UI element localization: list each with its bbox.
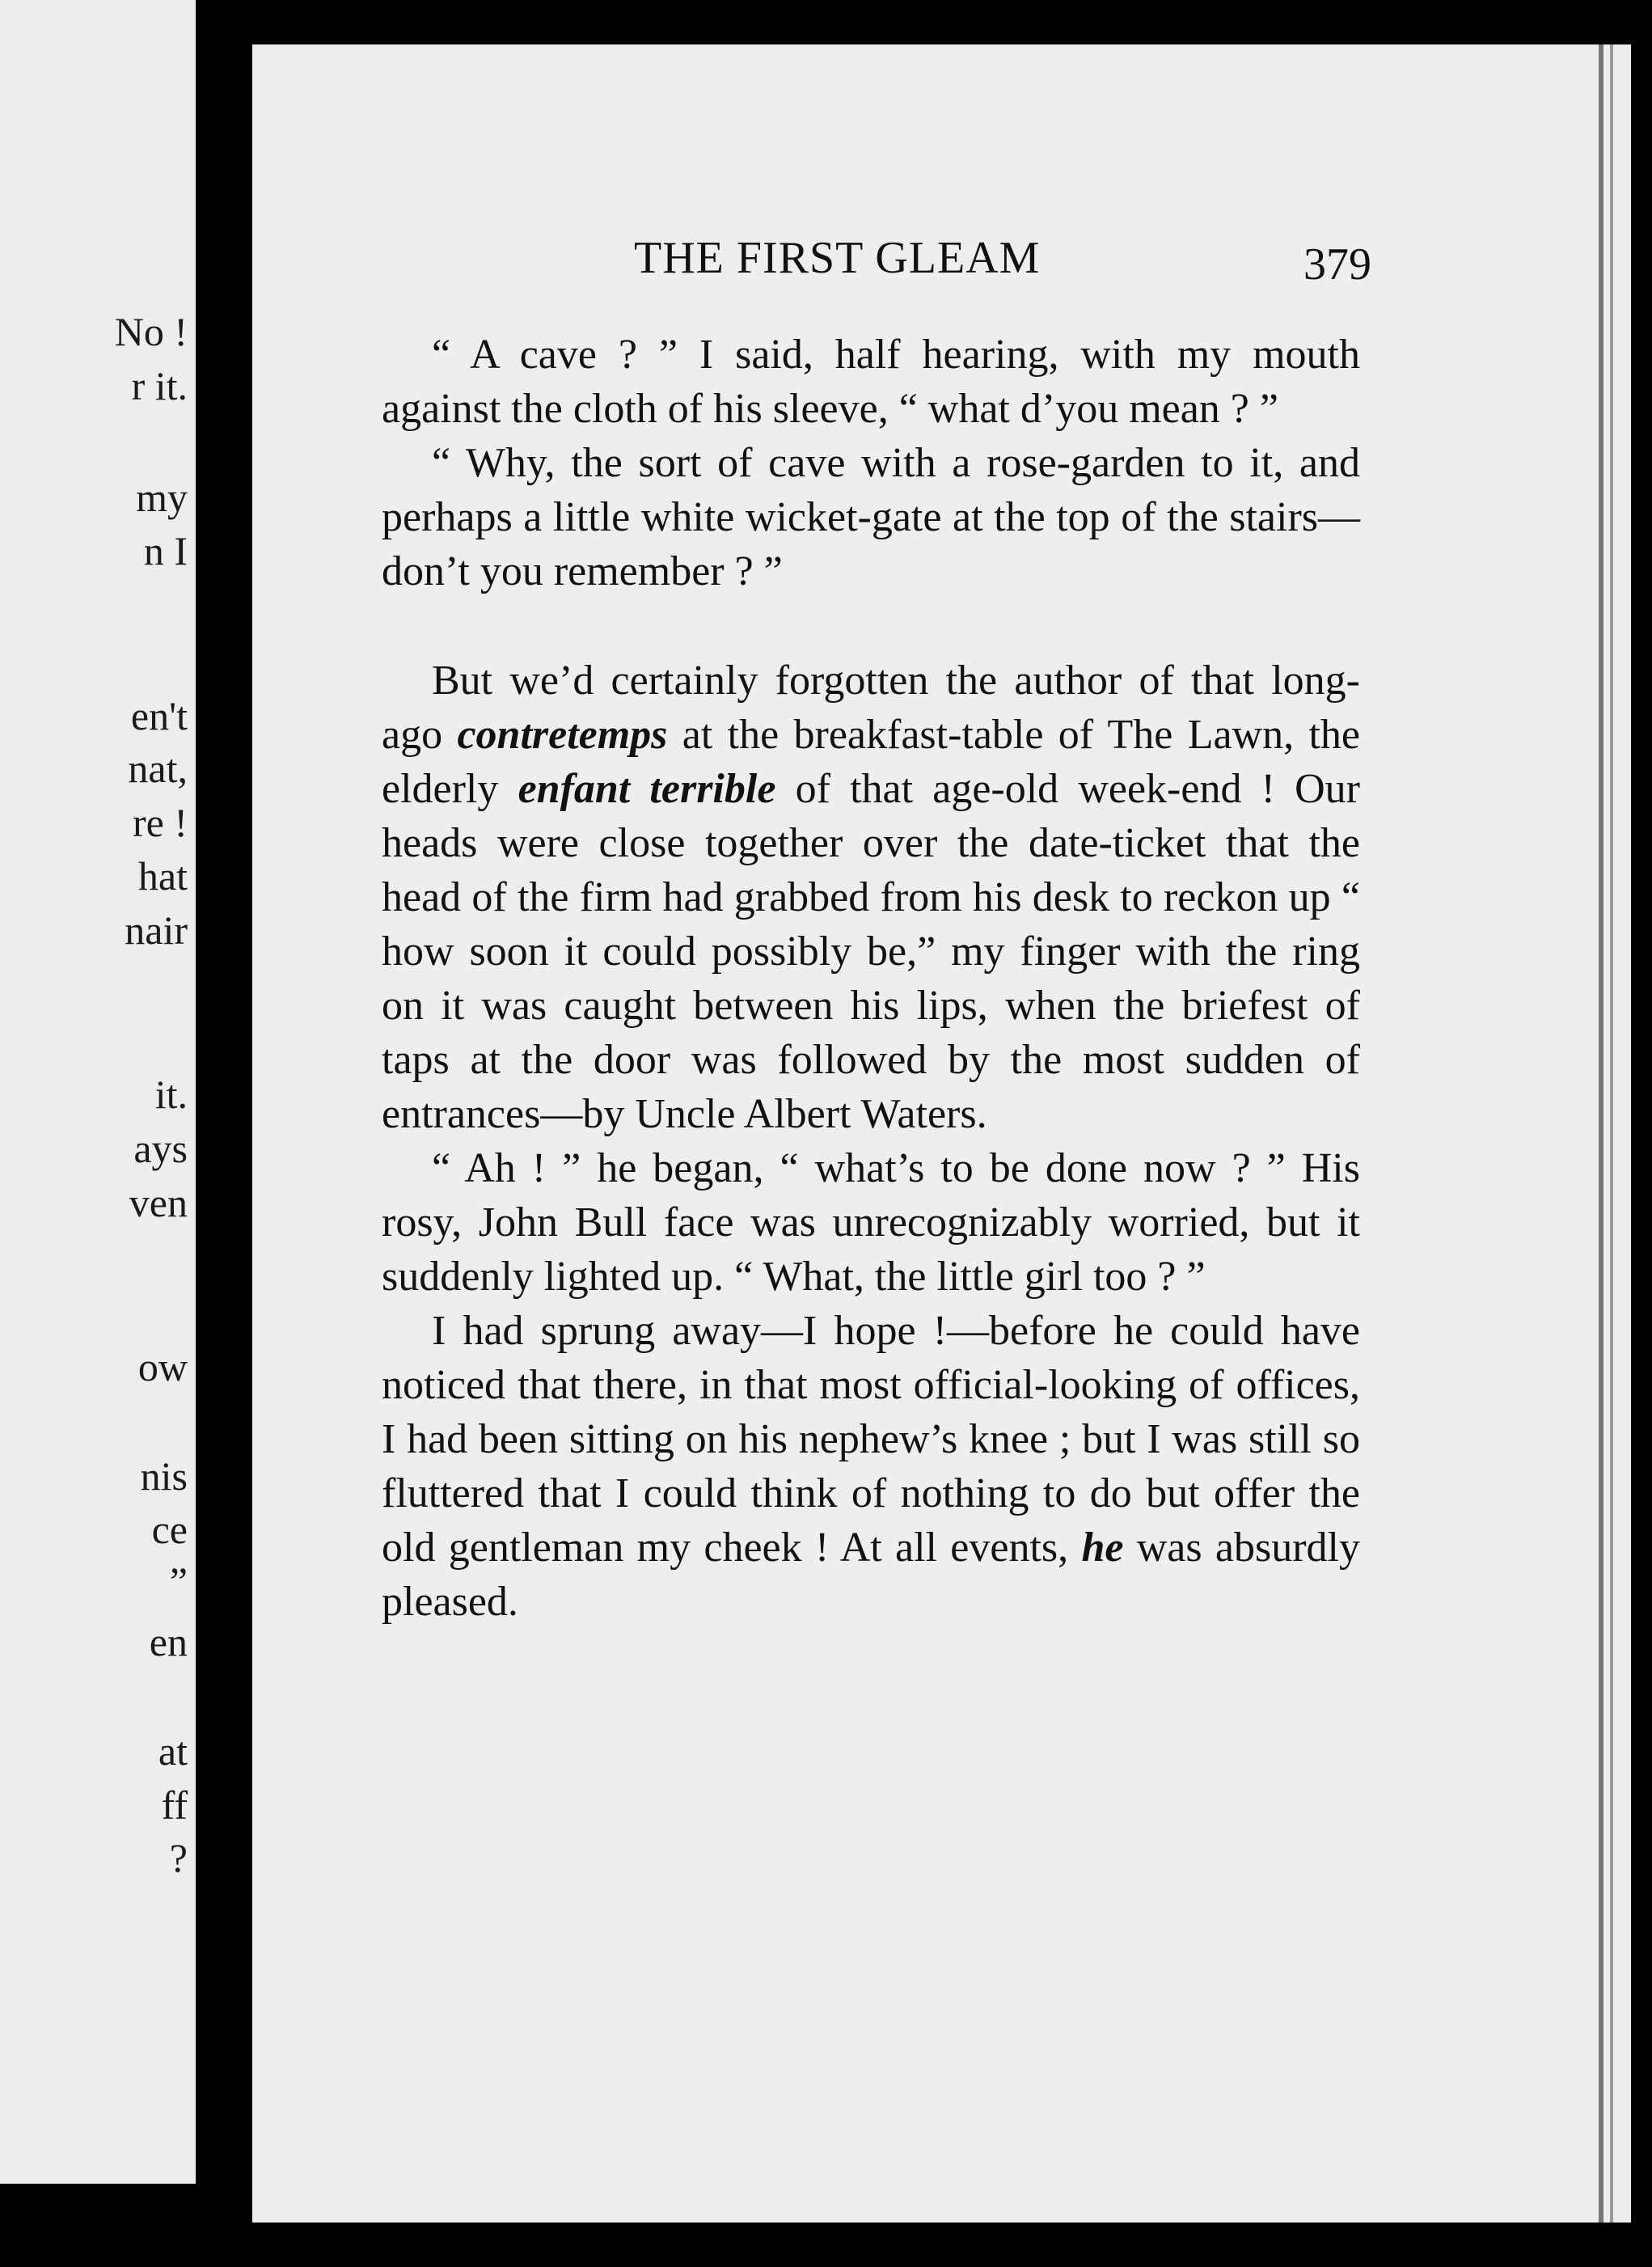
italic-text-run: enfant terrible [518,766,776,812]
facing-page-fragment: it. [154,1072,188,1117]
italic-text-run: he [1081,1525,1124,1571]
facing-page-fragment: nis [140,1453,188,1499]
paragraph [382,436,1360,598]
facing-page-fragment: n I [143,528,188,573]
body-text [382,328,1360,1629]
facing-page-fragment: nat, [128,746,188,791]
text-run: But we’d certainly forgotten the author of that long-ago [382,658,1360,758]
running-head: THE FIRST GLEAM [634,233,1041,283]
italic-text-run: contretemps [457,712,668,758]
paragraph [382,1141,1360,1304]
book-gutter [196,0,252,2267]
facing-page-fragment: en [149,1619,188,1664]
text-run: of that age-old week-end ! Our heads were close together over the date-ticket that the head of the firm had grabbed from his desk to reckon up “ how soon it could possibly be,” my finger with the ring on it was caught between his lips, when the briefest of taps at the door was followed by the most sudden of entrances—by Uncle Albert Waters. [382,766,1360,1137]
facing-page-fragment: No ! [114,309,188,354]
facing-page-fragment: ow [137,1344,188,1389]
facing-page-fragment: at [158,1728,188,1774]
paragraph [382,653,1360,1141]
facing-page [0,0,196,2184]
page-edge [1599,44,1603,2223]
facing-page-fragment: my [136,475,188,520]
facing-page-fragment: re ! [133,800,188,845]
facing-page-fragment: ” [169,1559,188,1604]
text-run: at the breakfast-table of The Lawn, the elderly [382,712,1360,812]
text-run: was absurdly pleased. [382,1525,1360,1625]
paragraph [382,1304,1360,1629]
paragraph [382,328,1360,436]
page-number: 379 [1303,239,1371,290]
text-run: “ Ah ! ” he began, “ what’s to be done now ? ” His rosy, John Bull face was unrecognizably worried, but it suddenly lighted up. “ What, the little girl too ? ” [382,1145,1360,1300]
text-run: “ A cave ? ” I said, half hearing, with my mouth against the cloth of his sleeve, “ what d’you mean ? ” [382,332,1360,432]
facing-page-fragment: ce [151,1507,188,1552]
page-header [252,232,1631,289]
text-run: “ Why, the sort of cave with a rose-garden to it, and perhaps a little white wicket-gate at the top of the stairs—don’t you remember ? ” [382,440,1360,594]
text-run: I had sprung away—I hope !—before he could have noticed that there, in that most official-looking of offices, I had been sitting on his nephew’s knee ; but I was still so fluttered that I could think of nothing to do but offer the old gentleman my cheek ! At all events, [382,1308,1360,1571]
facing-page-fragment: ff [161,1783,188,1828]
facing-page-fragment: ven [129,1180,188,1225]
page-edge [1610,44,1613,2223]
facing-page-fragment: hat [137,853,188,899]
facing-page-fragment: ays [133,1126,188,1171]
book-page [252,44,1631,2223]
facing-page-fragment: nair [125,907,188,953]
facing-page-fragment: ? [169,1835,188,1880]
facing-page-fragment: r it. [131,363,188,408]
facing-page-fragment: en't [130,693,188,738]
